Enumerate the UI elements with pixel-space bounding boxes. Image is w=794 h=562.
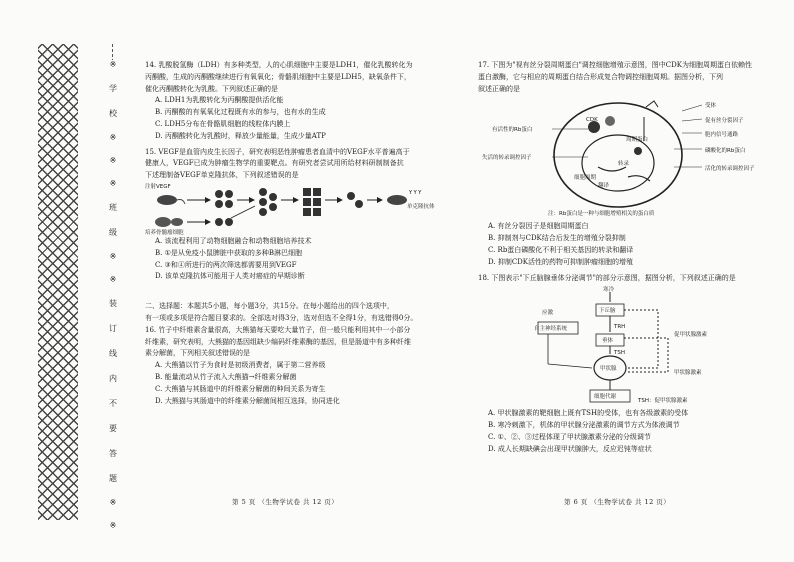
fig17-label-cdk: CDK	[586, 117, 598, 124]
q16-line: 纤维素，研究表明，大熊猫的基因组缺少编码纤维素酶的基因，但是肠道中有多种纤维	[145, 337, 411, 346]
fig18-label-hypothalamus: 下丘脑	[599, 308, 616, 315]
fig18-label-trh: TRH	[614, 324, 626, 331]
binding-char: 班	[109, 203, 117, 212]
hormone-regulation-diagram	[478, 286, 778, 406]
binding-lattice	[38, 44, 78, 520]
q17-line: 蛋白激酶，它与相应的周期蛋白结合形成复合物调控细胞周期。据图分析，下列	[478, 72, 723, 81]
binding-char: 要	[109, 424, 117, 433]
binding-char: ※	[109, 498, 117, 507]
fig18-label-pituitary: 垂体	[602, 338, 614, 345]
fig18-label-cold: 寒冷	[603, 287, 615, 294]
binding-char: 级	[109, 228, 117, 237]
antibody-flow-diagram	[145, 184, 445, 234]
section2-line: 有一项或多项是符合题目要求的。全部选对得3分，选对但选不全得1分，有选错得0分。	[145, 313, 418, 322]
section2-line: 二、选择题：本题共5小题，每小题3分，共15分。在每小题给出的四个选项中，	[145, 302, 394, 311]
q16-option-d: D. 大熊猫与其肠道中的纤维素分解菌间相互选择，协同进化	[155, 396, 340, 405]
q16-option-a: A. 大熊猫以竹子为食时是初级消费者，属于第二营养级	[155, 361, 326, 370]
q18-option-c: C. ①、②、③过程体现了甲状腺激素分泌的分级调节	[488, 432, 651, 441]
fig17-label-cycle: 细胞周期	[574, 175, 597, 182]
q14-line: 14. 乳酸脱氢酶（LDH）有多种类型，人的心肌细胞中主要是LDH1，催化乳酸转化为	[145, 61, 413, 69]
fig-product-label: 单克隆抗体	[407, 203, 435, 210]
svg-text:Y Y Y: Y Y Y	[409, 189, 422, 196]
fig18-label-stress: 应激	[542, 310, 554, 317]
q16-option-c: C. 大熊猫与其肠道中的纤维素分解菌的种间关系为寄生	[155, 384, 326, 393]
q18-option-d: D. 成人长期缺碘会出现甲状腺肿大，反应迟钝等症状	[488, 444, 652, 453]
fig17-label-active-tf: 活化的转录调控因子	[705, 166, 755, 173]
q15-option-a: A. 该流程利用了动物细胞融合和动物细胞培养技术	[155, 236, 312, 245]
q14-option-d: D. 丙酮酸转化为乳酸时，释放少量能量，生成少量ATP	[155, 131, 326, 140]
q15-line: 下述理制备VEGF单克隆抗体，下列叙述错误的是	[145, 171, 299, 180]
q17-option-d: D. 抑制CDK活性的药物可抑制肿瘤细胞的增殖	[488, 257, 634, 266]
binding-char: 不	[109, 399, 117, 408]
binding-char: 题	[109, 474, 117, 483]
q15-option-c: C. ③和④所进行的两次筛选都需要用到VEGF	[155, 260, 297, 269]
fig17-label-pathway: 胞内信号通路	[705, 132, 739, 139]
fig18-label-tsh: TSH	[614, 350, 625, 357]
binding-char: 校	[109, 109, 117, 118]
right-column	[478, 60, 778, 456]
q17-line: 17. 下图为"视有丝分裂周期蛋白"调控细胞增殖示意图，图中CDK为细胞周期蛋白依赖性	[478, 61, 752, 69]
fig18-caption: TSH：促甲状腺激素	[638, 398, 688, 405]
binding-char: 答	[109, 449, 117, 458]
fig-inject-label: 注射VEGF	[145, 183, 171, 190]
q14-option-a: A. LDH1为乳酸转化为丙酮酸提供活化能	[155, 96, 284, 105]
left-column	[145, 60, 445, 407]
q15-option-b: B. ①是从免疫小鼠脾脏中获取的多种B淋巴细胞	[155, 248, 303, 257]
binding-char: ※	[109, 60, 117, 69]
fig18-label-th: 甲状腺激素	[674, 370, 702, 377]
q17-option-a: A. 有丝分裂因子是细胞周期蛋白	[488, 222, 589, 231]
q14-option-c: C. LDH5分布在骨骼肌细胞的线粒体内膜上	[155, 119, 291, 128]
question-14	[145, 60, 445, 143]
binding-char: ※	[109, 133, 117, 142]
q16-line: 素分解菌，下列相关叙述错误的是	[145, 349, 250, 358]
section-2	[145, 301, 445, 407]
q18-option-b: B. 寒冷刺激下，机体的甲状腺分泌激素的调节方式为体液调节	[488, 421, 680, 430]
q14-option-b: B. 丙酮酸的有氧氧化过程既有水的参与，也有水的生成	[155, 108, 326, 117]
fig18-label-tsh-full: 促甲状腺激素	[674, 332, 708, 339]
q15-option-d: D. 该单克隆抗体可能用于人类对癌症的早期诊断	[155, 272, 305, 281]
binding-char: 装	[109, 299, 117, 308]
fig18-label-thyroid: 甲状腺	[600, 366, 617, 373]
q18-line: 18. 下图表示"下丘脑腺垂体分泌调节"的部分示意图，据图分析，下列叙述正确的是	[478, 273, 736, 282]
q17-figure	[478, 97, 778, 219]
fig17-label-active-rb: 有活性的Rb蛋白	[492, 127, 533, 134]
q18-figure	[478, 286, 778, 406]
q17-option-c: C. Rb蛋白磷酸化不利于相关基因的转录和翻译	[488, 245, 634, 254]
fig17-label-cyclin: 周期蛋白	[626, 137, 649, 144]
fig17-label-transcription: 转录	[618, 161, 630, 168]
fig17-label-prb: 磷酸化的Rb蛋白	[705, 148, 746, 155]
q14-line: 丙酮酸，生成的丙酮酸继续进行有氧氧化；骨骼肌细胞中主要是LDH5，缺氧条件下，	[145, 72, 411, 81]
q16-option-b: B. 能量流动从竹子流入大熊猫→纤维素分解菌	[155, 372, 297, 381]
q16-line: 16. 竹子中纤维素含量很高，大熊猫每天要吃大量竹子，但一般只能利用其中一小部分	[145, 325, 411, 334]
question-18	[478, 273, 778, 456]
binding-char: 线	[109, 349, 117, 358]
q15-line: 15. VEGF是血管内皮生长因子，研究表明恶性肿瘤患者血清中的VEGF水平普遍高于	[145, 147, 410, 156]
binding-text	[106, 60, 120, 530]
q17-option-b: B. 抑制剂与CDK结合后发生的增殖分裂抑制	[488, 234, 626, 243]
q15-line: 健康人，VEGF已成为肿瘤生物学的重要靶点。有研究者尝试用所给材料研制制备抗	[145, 159, 404, 168]
fig17-label-inactive-tf: 失活的转录调控因子	[482, 155, 532, 162]
fig17-label-receptor: 受体	[705, 103, 717, 110]
question-15	[145, 147, 445, 284]
q15-figure	[145, 184, 445, 234]
binding-char: 学	[109, 84, 117, 93]
binding-char: ※	[109, 275, 117, 284]
q14-line: 催化丙酮酸转化为乳酸。下列叙述正确的是	[145, 84, 278, 93]
q17-line: 叙述正确的是	[478, 84, 520, 93]
binding-char: 订	[109, 324, 117, 333]
binding-char: ※	[109, 252, 117, 261]
fig17-label-mitogen: 促有丝分裂因子	[705, 118, 744, 125]
fig17-caption: 注：Rb蛋白是一种与细胞增殖相关的蛋白质	[548, 211, 655, 218]
left-footer: 第 5 页 （生物学试卷 共 12 页）	[232, 498, 339, 506]
fig17-label-translation: 翻译	[598, 183, 610, 190]
binding-char: 内	[109, 374, 117, 383]
q18-option-a: A. 甲状腺激素的靶细胞上既有TSH的受体，也有各级激素的受体	[488, 409, 689, 418]
binding-char: ※	[109, 179, 117, 188]
binding-char: ※	[109, 156, 117, 165]
fig-cells-label: 培养骨髓瘤细胞	[145, 229, 184, 236]
fig18-label-ans: 自主神经系统	[534, 326, 568, 333]
binding-char: ※	[109, 521, 117, 530]
question-17	[478, 60, 778, 269]
fig18-label-metabolism: 细胞代谢	[594, 394, 617, 401]
right-footer: 第 6 页 （生物学试卷 共 12 页）	[564, 498, 671, 506]
